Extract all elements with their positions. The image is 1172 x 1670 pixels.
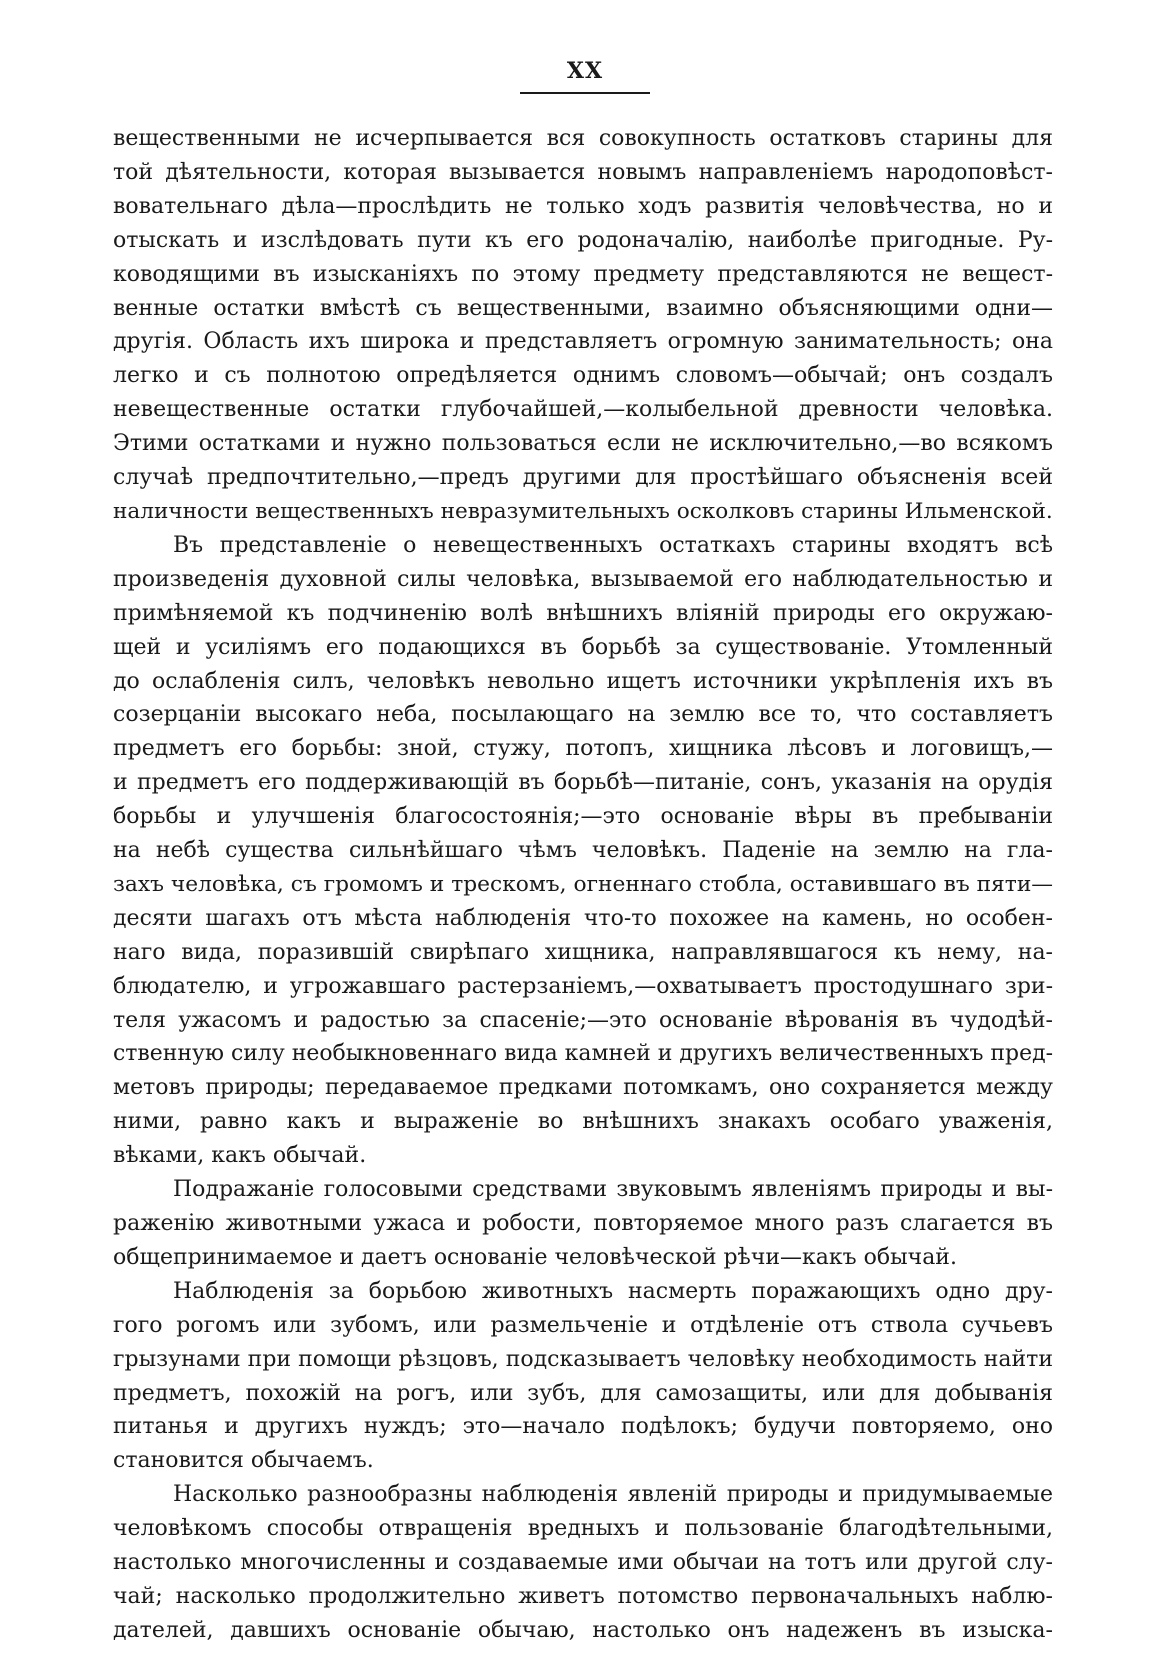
text-line: Въ представленіе о невещественныхъ остаткахъ старины входятъ всѣ	[173, 532, 1053, 558]
page-number: XX	[520, 58, 650, 94]
text-line: предметъ, похожій на рогъ, или зубъ, для самозащиты, или для добыванія	[113, 1380, 1053, 1406]
text-line: ководящими въ изысканіяхъ по этому предмету представляются не вещест-	[113, 261, 1053, 287]
text-line: грызунами при помощи рѣзцовъ, подсказываетъ человѣку необходимость найти	[113, 1346, 1053, 1372]
text-line: человѣкомъ способы отвращенія вредныхъ и пользованіе благодѣтельными,	[113, 1516, 1053, 1542]
text-line: наго вида, поразившій свирѣпаго хищника, направлявшагося къ нему, на-	[113, 939, 1053, 965]
text-line: вовательнаго дѣла—прослѣдить не только ходъ развитія человѣчества, но и	[113, 193, 1053, 219]
text-line: настолько многочисленны и создаваемые ими обычаи на тотъ или другой слу-	[113, 1550, 1053, 1576]
text-line: Насколько разнообразны наблюденія явленій природы и придумываемые	[173, 1482, 1053, 1508]
text-line: той дѣятельности, которая вызывается новымъ направленіемъ народоповѣст-	[113, 159, 1053, 185]
text-line: гого рогомъ или зубомъ, или размельченіе и отдѣленіе отъ ствола сучьевъ	[113, 1312, 1053, 1338]
text-line: вѣками, какъ обычай.	[113, 1143, 367, 1169]
text-line: случаѣ предпочтительно,—предъ другими для простѣйшаго объясненія всей	[113, 465, 1053, 491]
paragraph	[113, 1173, 1053, 1275]
text-line: дателей, давшихъ основаніе обычаю, настолько онъ надеженъ въ изыска-	[113, 1617, 1053, 1643]
paragraph	[113, 1275, 1053, 1478]
text-line: щей и усиліямъ его подающихся въ борьбѣ за существованіе. Утомленный	[113, 634, 1053, 660]
text-line: общепринимаемое и даетъ основаніе человѣческой рѣчи—какъ обычай.	[113, 1244, 957, 1270]
text-line: ственную силу необыкновеннаго вида камней и другихъ величественныхъ пред-	[113, 1041, 1053, 1067]
text-line: раженію животными ужаса и робости, повторяемое много разъ слагается въ	[113, 1211, 1053, 1236]
text-line: борьбы и улучшенія благосостоянія;—это основаніе вѣры въ пребываніи	[113, 804, 1053, 830]
text-line: Наблюденія за борьбою животныхъ насмерть поражающихъ одно дру-	[173, 1278, 1053, 1304]
text-line: питанья и другихъ нуждъ; это—начало подѣлокъ; будучи повторяемо, оно	[113, 1414, 1053, 1440]
text-line: и предметъ его поддерживающій въ борьбѣ—питаніе, сонъ, указанія на орудія	[113, 770, 1053, 796]
text-line: наличности вещественныхъ невразумительныхъ осколковъ старины Ильменской.	[113, 498, 1053, 524]
text-line: десяти шагахъ отъ мѣста наблюденія что-то похожее на камень, но особен-	[113, 905, 1053, 931]
text-line: захъ человѣка, съ громомъ и трескомъ, огненнаго стобла, оставившаго въ пяти—	[113, 871, 1054, 897]
text-line: вещественными не исчерпывается вся совокупность остатковъ старины для	[113, 126, 1053, 151]
text-line: предметъ его борьбы: зной, стужу, потопъ, хищника лѣсовъ и логовищъ,—	[113, 736, 1053, 762]
text-line: на небѣ существа сильнѣйшаго чѣмъ человѣкъ. Паденіе на землю на гла-	[113, 838, 1053, 864]
paragraph	[113, 122, 1053, 529]
text-line: отыскать и изслѣдовать пути къ его родоначалію, наиболѣе пригодные. Ру-	[113, 227, 1053, 253]
paragraph	[113, 1478, 1053, 1648]
text-line: становится обычаемъ.	[113, 1448, 374, 1474]
body-text	[113, 122, 1053, 1648]
text-line: невещественные остатки глубочайшей,—колыбельной древности человѣка.	[113, 397, 1053, 423]
text-line: метовъ природы; передаваемое предками потомкамъ, оно сохраняется между	[113, 1075, 1053, 1101]
text-line: Этими остатками и нужно пользоваться если не исключительно,—во всякомъ	[113, 431, 1053, 457]
text-line: теля ужасомъ и радостью за спасеніе;—это основаніе вѣрованія въ чудодѣй-	[113, 1007, 1053, 1033]
text-line: чай; насколько продолжительно живетъ потомство первоначальныхъ наблю-	[113, 1583, 1053, 1609]
text-line: легко и съ полнотою опредѣляется однимъ словомъ—обычай; онъ создалъ	[113, 363, 1053, 389]
text-line: блюдателю, и угрожавшаго растерзаніемъ,—охватываетъ простодушнаго зри-	[113, 973, 1053, 999]
text-line: примѣняемой къ подчиненію волѣ внѣшнихъ вліяній природы его окружаю-	[113, 600, 1053, 626]
text-line: ними, равно какъ и выраженіе во внѣшнихъ знакахъ особаго уваженія,	[113, 1109, 1053, 1135]
text-line: созерцаніи высокаго неба, посылающаго на землю все то, что составляетъ	[113, 702, 1053, 728]
text-line: венные остатки вмѣстѣ съ вещественными, взаимно объясняющими одни—	[113, 295, 1053, 321]
paragraph	[113, 529, 1053, 1173]
text-line: Подражаніе голосовыми средствами звуковымъ явленіямъ природы и вы-	[173, 1177, 1053, 1203]
text-line: до ослабленія силъ, человѣкъ невольно ищетъ источники укрѣпленія ихъ въ	[113, 668, 1053, 694]
text-line: произведенія духовной силы человѣка, вызываемой его наблюдательностью и	[113, 566, 1053, 592]
text-line: другія. Область ихъ широка и представляетъ огромную занимательность; она	[113, 329, 1053, 355]
